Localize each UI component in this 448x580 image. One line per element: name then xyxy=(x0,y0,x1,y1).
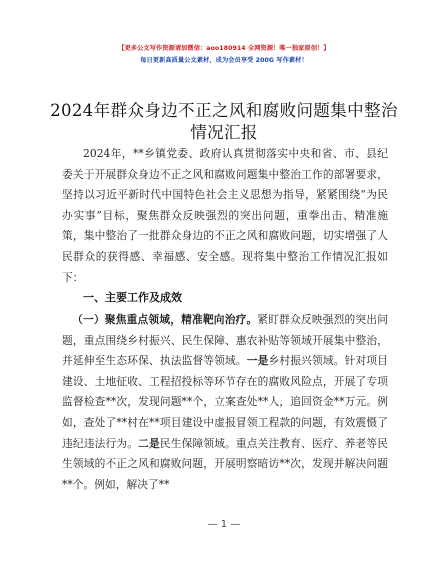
point-two-label: 二是 xyxy=(138,436,160,450)
promo-line-1: 【更多公文写作资源请加微信：aoo180914 全网资源！唯一独家原创！】 xyxy=(118,45,330,52)
section-heading: 一、主要工作及成效 xyxy=(83,291,182,304)
subsection-heading: （一）聚焦重点领域，精准靶向治疗。 xyxy=(72,313,258,326)
document-title-line-2: 情况汇报 xyxy=(190,123,258,142)
point-one-label: 一是 xyxy=(246,354,269,368)
intro-text: 2024年，**乡镇党委、政府认真贯彻落实中央和省、市、县纪委关于开展群众身边不正之风和腐败问题集中整治工作的部署要求，坚持以习近平新时代中国特色社会主义思想为指导，紧紧围绕“为民办实事”目标，聚焦群众反映强烈的突出问题，重拳出击、精准施策，集中整治了一批群众身边的不正之风和腐败问题，切实增强了人民群众的获得感、幸福感、安全感。现将集中整治工作情况汇报如下： xyxy=(62,147,388,284)
subsection-text-a: 紧盯群众反映强烈的突出问题，重点围绕乡村振兴、民生保障、惠农补贴等领域开展集中整治，并延伸至生态环保、执法监督等领域。 xyxy=(62,313,388,368)
promo-line-2: 每日更新高质量公文素材，成为会员享受 200G 写作素材！ xyxy=(140,57,308,64)
subsection-text-c: 乡村振兴领域。针对项目建设、土地征收、工程招投标等环节存在的腐败风险点，开展了专项监督检查**次，发现问题**个，立案查处**人，追回资金**万元。例如，查处了**村在**项目建设中虚报冒领工程款的问题，有效震慑了违纪违法行为。 xyxy=(62,354,388,450)
document-title-line-1: 2024年群众身边不正之风和腐败问题集中整治 xyxy=(50,101,398,120)
page-number: — 1 — xyxy=(207,519,241,530)
intro-paragraph xyxy=(62,144,388,288)
subsection-paragraph xyxy=(62,310,388,495)
subsection-text-e: 民生保障领域。重点关注教育、医疗、养老等民生领域的不正之风和腐败问题，开展明察暗访**次，发现并解决问题**个。例如，解决了** xyxy=(62,436,388,491)
